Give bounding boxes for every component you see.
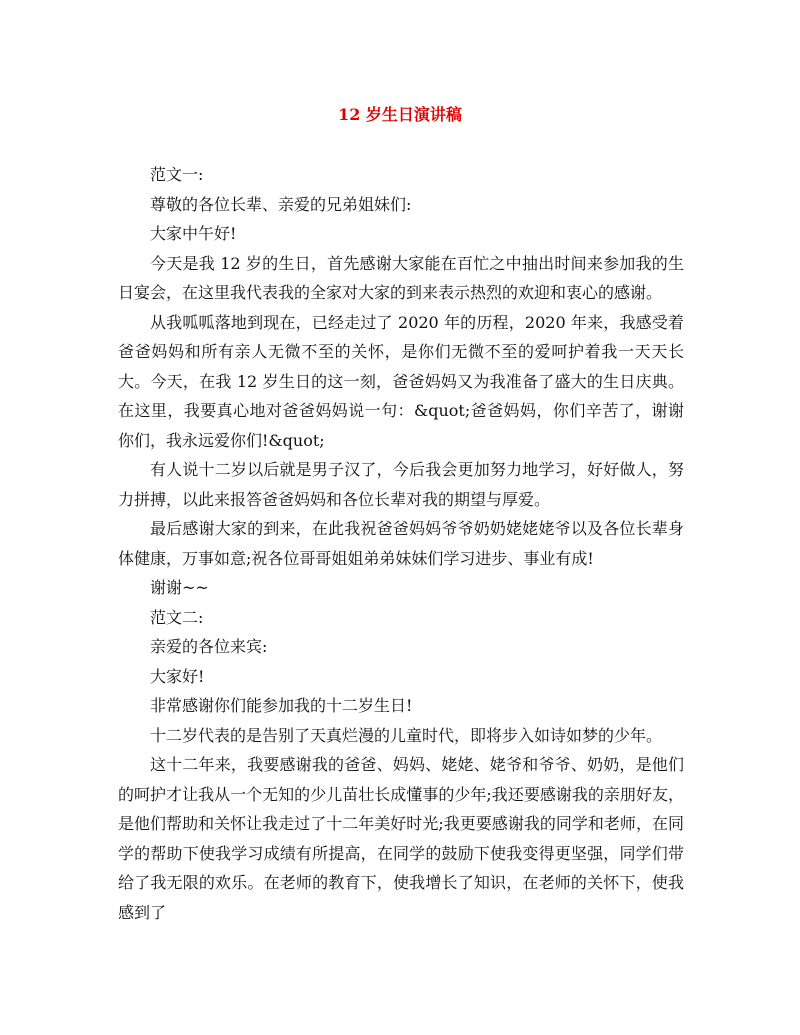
paragraph: 今天是我 12 岁的生日，首先感谢大家能在百忙之中抽出时间来参加我的生日宴会，在这里我代表我的全家对大家的到来表示热烈的欢迎和衷心的感谢。 — [118, 253, 684, 302]
paragraph: 范文一: — [150, 165, 204, 184]
paragraph: 这十二年来，我要感谢我的爸爸、妈妈、姥姥、姥爷和爷爷、奶奶，是他们的呵护才让我从一个无知的少儿苗壮长成懂事的少年;我还要感谢我的亲朋好友，是他们帮助和关怀让我走过了十二年美好时光;我更要感谢我的同学和老师，在同学的帮助下使我学习成绩有所提高，在同学的鼓励下使我变得更坚强，同学们带给了我无限的欢乐。在老师的教育下，使我增长了知识，在老师的关怀下，使我感到了 — [118, 755, 684, 922]
paragraph: 谢谢~~ — [150, 578, 209, 597]
paragraph: 大家中午好! — [150, 224, 237, 243]
paragraph: 非常感谢你们能参加我的十二岁生日! — [150, 696, 413, 715]
paragraph: 尊敬的各位长辈、亲爱的兄弟姐妹们: — [150, 194, 412, 214]
paragraph: 大家好! — [150, 666, 205, 686]
paragraph: 从我呱呱落地到现在，已经走过了 2020 年的历程，2020 年来，我感受着爸爸妈妈和所有亲人无微不至的关怀，是你们无微不至的爱呵护着我一天天长大。今天，在我 12 岁生日的这一刻，爸爸妈妈又为我准备了盛大的生日庆典。在这里，我要真心地对爸爸妈妈说一句：&quot;爸爸妈妈，你们辛苦了，谢谢你们，我永远爱你们!&quot; — [118, 312, 684, 450]
document-body — [118, 160, 684, 927]
paragraph: 亲爱的各位来宾: — [150, 637, 268, 656]
paragraph: 有人说十二岁以后就是男子汉了，今后我会更加努力地学习，好好做人，努力拼搏，以此来报答爸爸妈妈和各位长辈对我的期望与厚爱。 — [118, 460, 684, 509]
paragraph: 范文二: — [150, 607, 204, 627]
paragraph: 十二岁代表的是告别了天真烂漫的儿童时代，即将步入如诗如梦的少年。 — [150, 725, 663, 745]
paragraph: 最后感谢大家的到来，在此我祝爸爸妈妈爷爷奶奶姥姥姥爷以及各位长辈身体健康，万事如意;祝各位哥哥姐姐弟弟妹妹们学习进步、事业有成! — [118, 519, 684, 568]
document-title: 12 岁生日演讲稿 — [338, 105, 462, 124]
